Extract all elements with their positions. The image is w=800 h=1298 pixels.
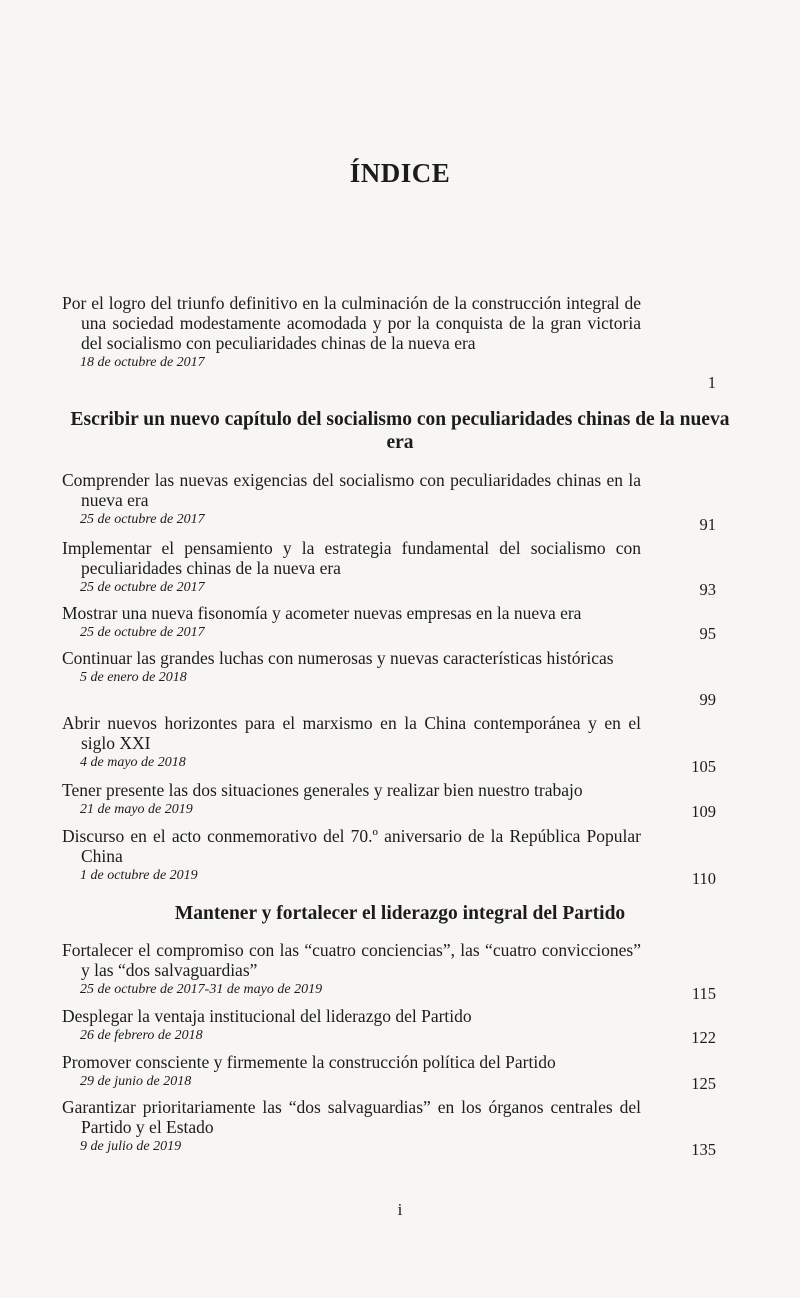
toc-entry-date: 25 de octubre de 2017 <box>80 625 205 640</box>
section-heading: Escribir un nuevo capítulo del socialismo con peculiaridades chinas de la nueva era <box>70 409 730 453</box>
page-title: ÍNDICE <box>349 158 451 188</box>
toc-entry-page: 95 <box>699 624 716 643</box>
toc-entry <box>62 1006 716 1046</box>
toc-entry-date: 25 de octubre de 2017 <box>80 512 205 527</box>
toc-entry-date: 4 de mayo de 2018 <box>80 755 186 770</box>
toc-entry-page: 125 <box>691 1074 716 1093</box>
toc-entry-page: 110 <box>691 869 716 888</box>
toc-entry-page: 91 <box>699 515 716 534</box>
toc-entry <box>62 1097 716 1157</box>
toc-entry-page: 115 <box>691 984 716 1003</box>
toc-entry-title: Fortalecer el compromiso con las “cuatro conciencias”, las “cuatro convicciones” y las “dos salvaguardias” <box>62 940 641 980</box>
toc-entry <box>62 470 716 534</box>
toc-entry-page: 1 <box>707 373 716 392</box>
toc-entry-title: Continuar las grandes luchas con numerosas y nuevas características históricas <box>62 648 614 668</box>
toc-entry-title: Discurso en el acto conmemorativo del 70.º aniversario de la República Popular China <box>62 826 641 866</box>
toc-entry-date: 25 de octubre de 2017-31 de mayo de 2019 <box>80 982 323 997</box>
toc-entry-title: Abrir nuevos horizontes para el marxismo en la China contemporánea y en el siglo XXI <box>62 713 641 753</box>
toc-entry-date: 9 de julio de 2019 <box>80 1139 182 1154</box>
toc-entry <box>62 603 716 643</box>
toc-entry-date: 29 de junio de 2018 <box>80 1074 192 1089</box>
toc-entry-page: 122 <box>691 1028 716 1047</box>
toc-entry <box>62 826 716 886</box>
toc-entry-page: 99 <box>699 690 716 709</box>
toc-entry-page: 109 <box>691 802 716 821</box>
toc-entry <box>62 780 716 820</box>
toc-entry-title: Mostrar una nueva fisonomía y acometer nuevas empresas en la nueva era <box>62 603 582 623</box>
toc-entry-title: Por el logro del triunfo definitivo en la culminación de la construcción integral de una sociedad modestamente acomodada y por la conquista de la gran victoria del socialismo con peculiaridades chinas de la nueva era <box>62 293 641 353</box>
toc-entry <box>62 940 716 1003</box>
toc-entry-page: 93 <box>699 580 716 599</box>
toc-entry-date: 1 de octubre de 2019 <box>80 868 198 883</box>
toc-entry <box>62 1052 716 1092</box>
toc-entry-date: 26 de febrero de 2018 <box>80 1028 203 1043</box>
toc-entry <box>62 713 716 776</box>
page-number: i <box>397 1200 403 1219</box>
toc-entry-page: 135 <box>691 1140 716 1159</box>
toc-entry-page: 105 <box>691 757 716 776</box>
toc-entry-date: 25 de octubre de 2017 <box>80 580 205 595</box>
toc-entry-title: Comprender las nuevas exigencias del socialismo con peculiaridades chinas en la nueva era <box>62 470 641 510</box>
toc-entry <box>62 293 716 392</box>
toc-entry <box>62 538 716 598</box>
toc-entry-title: Promover consciente y firmemente la construcción política del Partido <box>62 1052 556 1072</box>
toc-entry-title: Implementar el pensamiento y la estrategia fundamental del socialismo con peculiaridades chinas de la nueva era <box>62 538 641 578</box>
toc-entry <box>62 648 716 709</box>
section-heading: Mantener y fortalecer el liderazgo integral del Partido <box>174 903 626 924</box>
toc-entry-title: Desplegar la ventaja institucional del liderazgo del Partido <box>62 1006 472 1026</box>
toc-entry-title: Tener presente las dos situaciones generales y realizar bien nuestro trabajo <box>62 780 583 800</box>
toc-entry-date: 21 de mayo de 2019 <box>80 802 193 817</box>
toc-entry-title: Garantizar prioritariamente las “dos salvaguardias” en los órganos centrales del Partido y el Estado <box>62 1097 641 1137</box>
toc-entry-date: 18 de octubre de 2017 <box>80 355 205 370</box>
toc-entry-date: 5 de enero de 2018 <box>80 670 187 685</box>
